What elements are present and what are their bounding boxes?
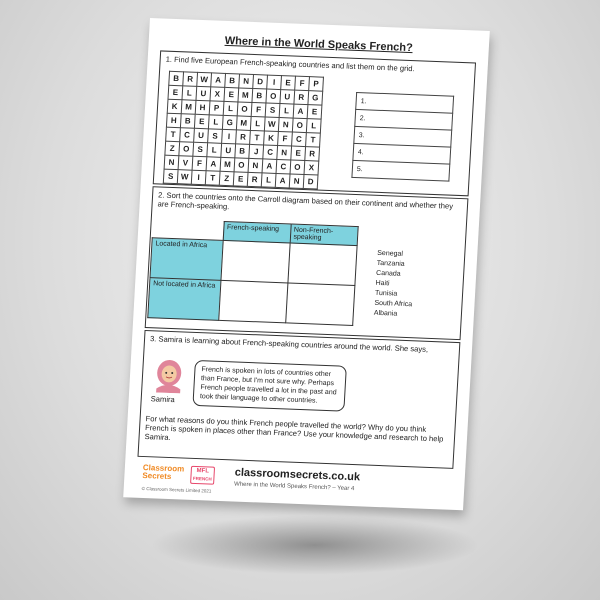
wordsearch-cell[interactable]: E (291, 146, 306, 161)
wordsearch-cell[interactable]: R (236, 130, 251, 145)
wordsearch-cell[interactable]: A (293, 104, 308, 119)
wordsearch-grid (163, 71, 324, 190)
samira-name: Samira (150, 394, 176, 405)
country-item: Senegal (377, 249, 404, 258)
wordsearch-cell[interactable]: B (169, 71, 184, 86)
wordsearch-cell[interactable]: V (178, 156, 193, 171)
wordsearch-cell[interactable]: F (192, 156, 207, 171)
wordsearch-cell[interactable]: J (249, 144, 264, 159)
wordsearch-cell[interactable]: B (180, 114, 195, 129)
classroom-secrets-logo (142, 464, 184, 482)
wordsearch-cell[interactable]: T (250, 130, 265, 145)
wordsearch-cell[interactable]: R (247, 172, 262, 187)
wordsearch-cell[interactable]: A (211, 73, 226, 88)
wordsearch-cell[interactable]: E (168, 85, 183, 100)
wordsearch-cell[interactable]: L (207, 143, 222, 158)
wordsearch-cell[interactable]: M (181, 100, 196, 115)
wordsearch-cell[interactable]: U (196, 86, 211, 101)
wordsearch-cell[interactable]: C (292, 132, 307, 147)
wordsearch-cell[interactable]: N (277, 145, 292, 160)
carroll-diagram (147, 218, 358, 326)
answer-line[interactable]: 1. (356, 92, 454, 113)
answer-line[interactable]: 4. (353, 143, 451, 164)
wordsearch-cell[interactable]: W (197, 72, 212, 87)
wordsearch-cell[interactable]: S (193, 142, 208, 157)
mfl-subtitle: FRENCH (192, 475, 212, 482)
speech-bubble: French is spoken in lots of countries other than France, but I'm not sure why. Perhaps French people travelled a lot in the past and took their language to other countries. (192, 360, 346, 412)
wordsearch-cell[interactable]: L (306, 119, 321, 134)
wordsearch-cell[interactable]: N (239, 74, 254, 89)
wordsearch-cell[interactable]: K (167, 99, 182, 114)
wordsearch-cell[interactable]: F (251, 102, 266, 117)
wordsearch-cell[interactable]: B (235, 144, 250, 159)
mfl-label: MFL (196, 468, 210, 475)
wordsearch-cell[interactable]: H (166, 113, 181, 128)
wordsearch-cell[interactable]: S (208, 129, 223, 144)
wordsearch-cell[interactable]: L (182, 86, 197, 101)
wordsearch-cell[interactable]: R (294, 90, 309, 105)
wordsearch-cell[interactable]: I (191, 170, 206, 185)
wordsearch-cell[interactable]: C (276, 159, 291, 174)
wordsearch-cell[interactable]: T (306, 133, 321, 148)
wordsearch-cell[interactable]: L (279, 104, 294, 119)
wordsearch-cell[interactable]: B (225, 73, 240, 88)
wordsearch-cell[interactable]: E (307, 105, 322, 120)
wordsearch-cell[interactable]: N (164, 155, 179, 170)
wordsearch-cell[interactable]: L (223, 101, 238, 116)
mfl-french-badge (190, 466, 215, 485)
question-1-text: 1. Find five European French-speaking countries and list them on the grid. (165, 54, 415, 74)
copyright-text: © Classroom Secrets Limited 2021 (141, 485, 212, 494)
wordsearch-cell[interactable]: N (248, 158, 263, 173)
answer-line[interactable]: 2. (355, 109, 453, 130)
carroll-row-not-africa: Not located in Africa (148, 278, 221, 321)
wordsearch-cell[interactable]: P (209, 101, 224, 116)
samira-avatar-icon (153, 358, 185, 393)
wordsearch-cell[interactable]: L (261, 173, 276, 188)
wordsearch-cell[interactable]: X (210, 87, 225, 102)
wordsearch-cell[interactable]: C (263, 145, 278, 160)
wordsearch-cell[interactable]: O (179, 142, 194, 157)
country-list (374, 249, 416, 320)
wordsearch-cell[interactable]: S (163, 169, 178, 184)
wordsearch-cell[interactable]: A (275, 173, 290, 188)
wordsearch-cell[interactable]: E (233, 172, 248, 187)
wordsearch-cell[interactable]: T (166, 127, 181, 142)
wordsearch-cell[interactable]: E (281, 76, 296, 91)
wordsearch-cell[interactable]: X (304, 161, 319, 176)
wordsearch-cell[interactable]: S (265, 103, 280, 118)
wordsearch-cell[interactable]: Z (219, 171, 234, 186)
carroll-cell[interactable] (218, 280, 287, 323)
wordsearch-cell[interactable]: N (289, 174, 304, 189)
carroll-cell[interactable] (220, 240, 289, 283)
question-2-text: 2. Sort the countries onto the Carroll diagram based on their continent and whether they are French-speaking. (157, 190, 454, 212)
answer-line[interactable]: 3. (354, 126, 452, 147)
carroll-cell[interactable] (285, 283, 354, 326)
country-item: Tanzania (376, 259, 405, 268)
wordsearch-cell[interactable]: R (305, 147, 320, 162)
wordsearch-cell[interactable]: D (253, 75, 268, 90)
carroll-row-africa: Located in Africa (150, 238, 223, 281)
wordsearch-cell[interactable]: Z (165, 141, 180, 156)
country-item: Albania (373, 309, 398, 318)
wordsearch-cell[interactable]: G (222, 115, 237, 130)
country-item: Tunisia (374, 289, 398, 298)
worksheet (123, 18, 490, 510)
wordsearch-cell[interactable]: F (278, 131, 293, 146)
answer-line[interactable]: 5. (352, 160, 450, 181)
question-3-prompt: For what reasons do you think French people travelled the world? Why do you think French is spoken in places other than France? Use your knowledge and research to help Samira. (144, 414, 444, 444)
wordsearch-cell[interactable]: L (208, 115, 223, 130)
sheet-shadow (150, 515, 480, 575)
wordsearch-cell[interactable]: A (262, 159, 277, 174)
wordsearch-cell[interactable]: A (206, 157, 221, 172)
wordsearch-cell[interactable]: M (236, 116, 251, 131)
wordsearch-cell[interactable]: F (295, 76, 310, 91)
wordsearch-cell[interactable]: W (264, 117, 279, 132)
wordsearch-cell[interactable]: D (303, 175, 318, 190)
country-item: Haiti (375, 279, 390, 288)
country-item: South Africa (374, 299, 413, 309)
wordsearch-cell[interactable]: E (194, 114, 209, 129)
question-3-text: 3. Samira is learning about French-speaking countries around the world. She says, (149, 334, 429, 354)
wordsearch-cell[interactable]: H (195, 100, 210, 115)
wordsearch-cell[interactable]: O (292, 118, 307, 133)
worksheet-title: Where in the World Speaks French? (224, 34, 414, 55)
wordsearch-cell[interactable]: U (221, 143, 236, 158)
wordsearch-cell[interactable]: E (224, 87, 239, 102)
wordsearch-cell[interactable]: G (308, 91, 323, 106)
site-url[interactable]: classroomsecrets.co.uk (234, 466, 361, 484)
answer-lines (351, 92, 454, 182)
logo-line-1: Classroom (142, 462, 185, 474)
wordsearch-cell[interactable]: T (205, 171, 220, 186)
country-item: Canada (375, 269, 401, 278)
wordsearch-cell[interactable]: N (278, 118, 293, 133)
carroll-col-french: French-speaking (223, 221, 291, 243)
carroll-cell[interactable] (287, 243, 356, 286)
wordsearch-cell[interactable]: U (194, 128, 209, 143)
wordsearch-cell[interactable]: L (250, 116, 265, 131)
wordsearch-cell[interactable]: O (266, 89, 281, 104)
wordsearch-cell[interactable]: M (220, 157, 235, 172)
wordsearch-cell[interactable]: U (280, 90, 295, 105)
wordsearch-cell[interactable]: R (183, 72, 198, 87)
wordsearch-cell[interactable]: K (264, 131, 279, 146)
wordsearch-cell[interactable]: O (237, 102, 252, 117)
wordsearch-cell[interactable]: O (234, 158, 249, 173)
wordsearch-cell[interactable]: W (177, 170, 192, 185)
wordsearch-cell[interactable]: M (238, 88, 253, 103)
wordsearch-cell[interactable]: B (252, 88, 267, 103)
wordsearch-cell[interactable]: I (267, 75, 282, 90)
wordsearch-cell[interactable]: O (290, 160, 305, 175)
wordsearch-cell[interactable]: I (222, 129, 237, 144)
wordsearch-cell[interactable]: P (309, 77, 324, 92)
wordsearch-cell[interactable]: C (180, 128, 195, 143)
logo-line-2: Secrets (142, 470, 172, 482)
footer-subtitle: Where in the World Speaks French? – Year 4 (233, 481, 355, 493)
carroll-col-non-french: Non-French-speaking (290, 224, 358, 246)
